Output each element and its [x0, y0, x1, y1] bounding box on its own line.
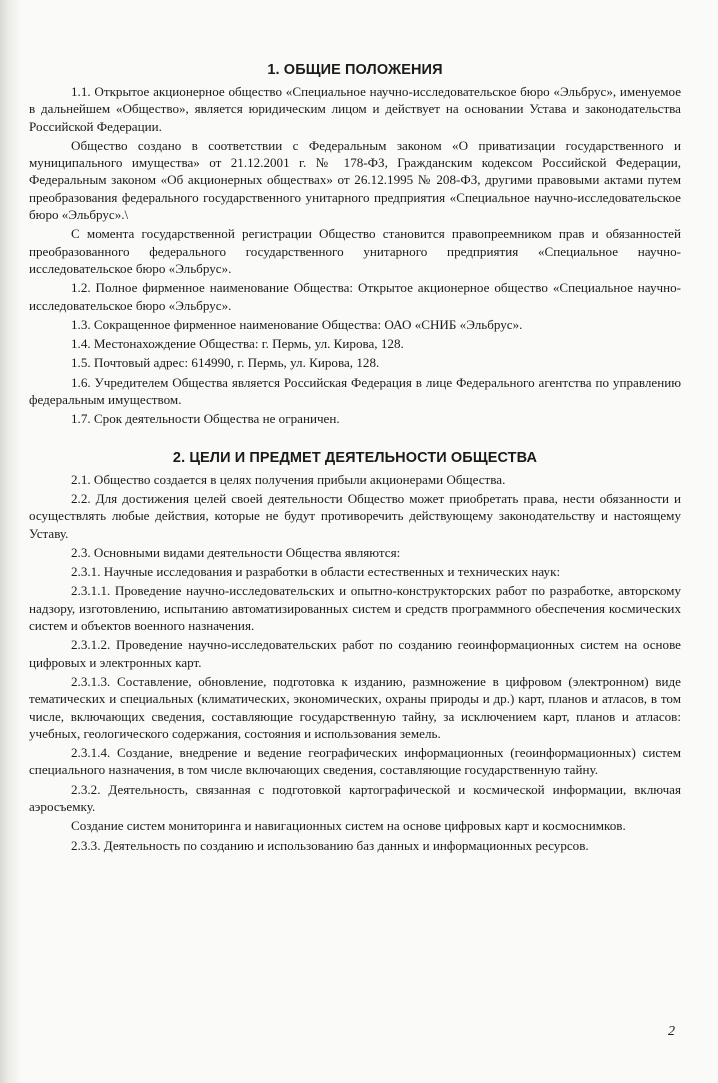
paragraph-2-3: 2.3. Основными видами деятельности Общества являются: — [71, 544, 401, 560]
paragraph-1-3: 1.3. Сокращенное фирменное наименование Общества: ОАО «СНИБ «Эльбрус». — [71, 316, 523, 332]
paragraph-2-3-1-1: 2.3.1.1. Проведение научно-исследовательских и опытно-конструкторских работ по разработке, авторскому надзору, изготовлению, испытанию автоматизированных систем и средств программного обеспечения космических систем и объектов военного назначения. — [29, 583, 681, 634]
document-page — [29, 62, 681, 856]
paragraph-2-2: 2.2. Для достижения целей своей деятельности Общество может приобретать права, нести обязанности и осуществлять любые действия, которые не будут противоречить действующему законодательству и настоящему Уставу. — [29, 490, 681, 541]
paragraph-2-1: 2.1. Общество создается в целях получения прибыли акционерами Общества. — [71, 471, 506, 487]
paragraph-1-2: 1.2. Полное фирменное наименование Общества: Открытое акционерное общество «Специальное научно-исследовательское бюро «Эльбрус». — [29, 280, 681, 313]
section-2-heading: 2. ЦЕЛИ И ПРЕДМЕТ ДЕЯТЕЛЬНОСТИ ОБЩЕСТВА — [172, 449, 538, 466]
paragraph-2-3-1-3: 2.3.1.3. Составление, обновление, подготовка к изданию, размножение в цифровом (электронном) виде тематических и специальных (климатических, экономических, охраны природы и др.) карт, планов и атласов, в том числе, включающих сведения, составляющие государственную тайну, за исключением карт, планов и атласов: учебных, геологического содержания, состояния и использования земель. — [29, 673, 681, 741]
paragraph-1-4: 1.4. Местонахождение Общества: г. Пермь, ул. Кирова, 128. — [71, 336, 404, 352]
page-number: 2 — [668, 1024, 675, 1039]
paragraph-2-3-1-2: 2.3.1.2. Проведение научно-исследовательских работ по созданию геоинформационных систем на основе цифровых и электронных карт. — [29, 637, 681, 670]
paragraph-2-3-2: 2.3.2. Деятельность, связанная с подготовкой картографической и космической информации, включая аэросъемку. — [29, 781, 681, 814]
paragraph-2-3-1-4: 2.3.1.4. Создание, внедрение и ведение географических информационных (геоинформационных) систем специального назначения, в том числе включающих сведения, составляющие государственную тайну. — [29, 745, 681, 778]
scan-shadow-edge — [0, 0, 22, 1083]
paragraph-1-1-succession: С момента государственной регистрации Общество становится правопреемником прав и обязанностей преобразованного федерального государственного унитарного предприятия «Специальное научно-исследовательское бюро «Эльбрус». — [29, 226, 681, 276]
paragraph-2-3-3: 2.3.3. Деятельность по созданию и использованию баз данных и информационных ресурсов. — [71, 837, 589, 853]
paragraph-1-1: 1.1. Открытое акционерное общество «Специальное научно-исследовательское бюро «Эльбрус», именуемое в дальнейшем «Общество», является юридическим лицом и действует на основании Устава и законодательства Российской Федерации. — [29, 84, 681, 134]
paragraph-2-3-1: 2.3.1. Научные исследования и разработки в области естественных и технических наук: — [71, 564, 561, 580]
paragraph-1-7: 1.7. Срок деятельности Общества не ограничен. — [71, 411, 340, 427]
paragraph-1-1-creation: Общество создано в соответствии с Федеральным законом «О приватизации государственного и муниципального имущества» от 21.12.2001 г. № 178-ФЗ, Гражданским кодексом Российской Федерации, Федеральным законом «Об акционерных обществах» от 26.12.1995 № 208-ФЗ, другими правовыми актами путем преобразования федерального государственного унитарного предприятия «Специальное научно-исследовательское бюро «Эльбрус».\ — [29, 137, 681, 223]
section-1-heading: 1. ОБЩИЕ ПОЛОЖЕНИЯ — [267, 62, 443, 78]
paragraph-2-3-2-monitoring: Создание систем мониторинга и навигационных систем на основе цифровых карт и космоснимков. — [71, 818, 626, 834]
paragraph-1-5: 1.5. Почтовый адрес: 614990, г. Пермь, ул. Кирова, 128. — [71, 355, 380, 371]
paragraph-1-6: 1.6. Учредителем Общества является Российская Федерация в лице Федерального агентства по управлению федеральным имуществом. — [29, 374, 681, 408]
